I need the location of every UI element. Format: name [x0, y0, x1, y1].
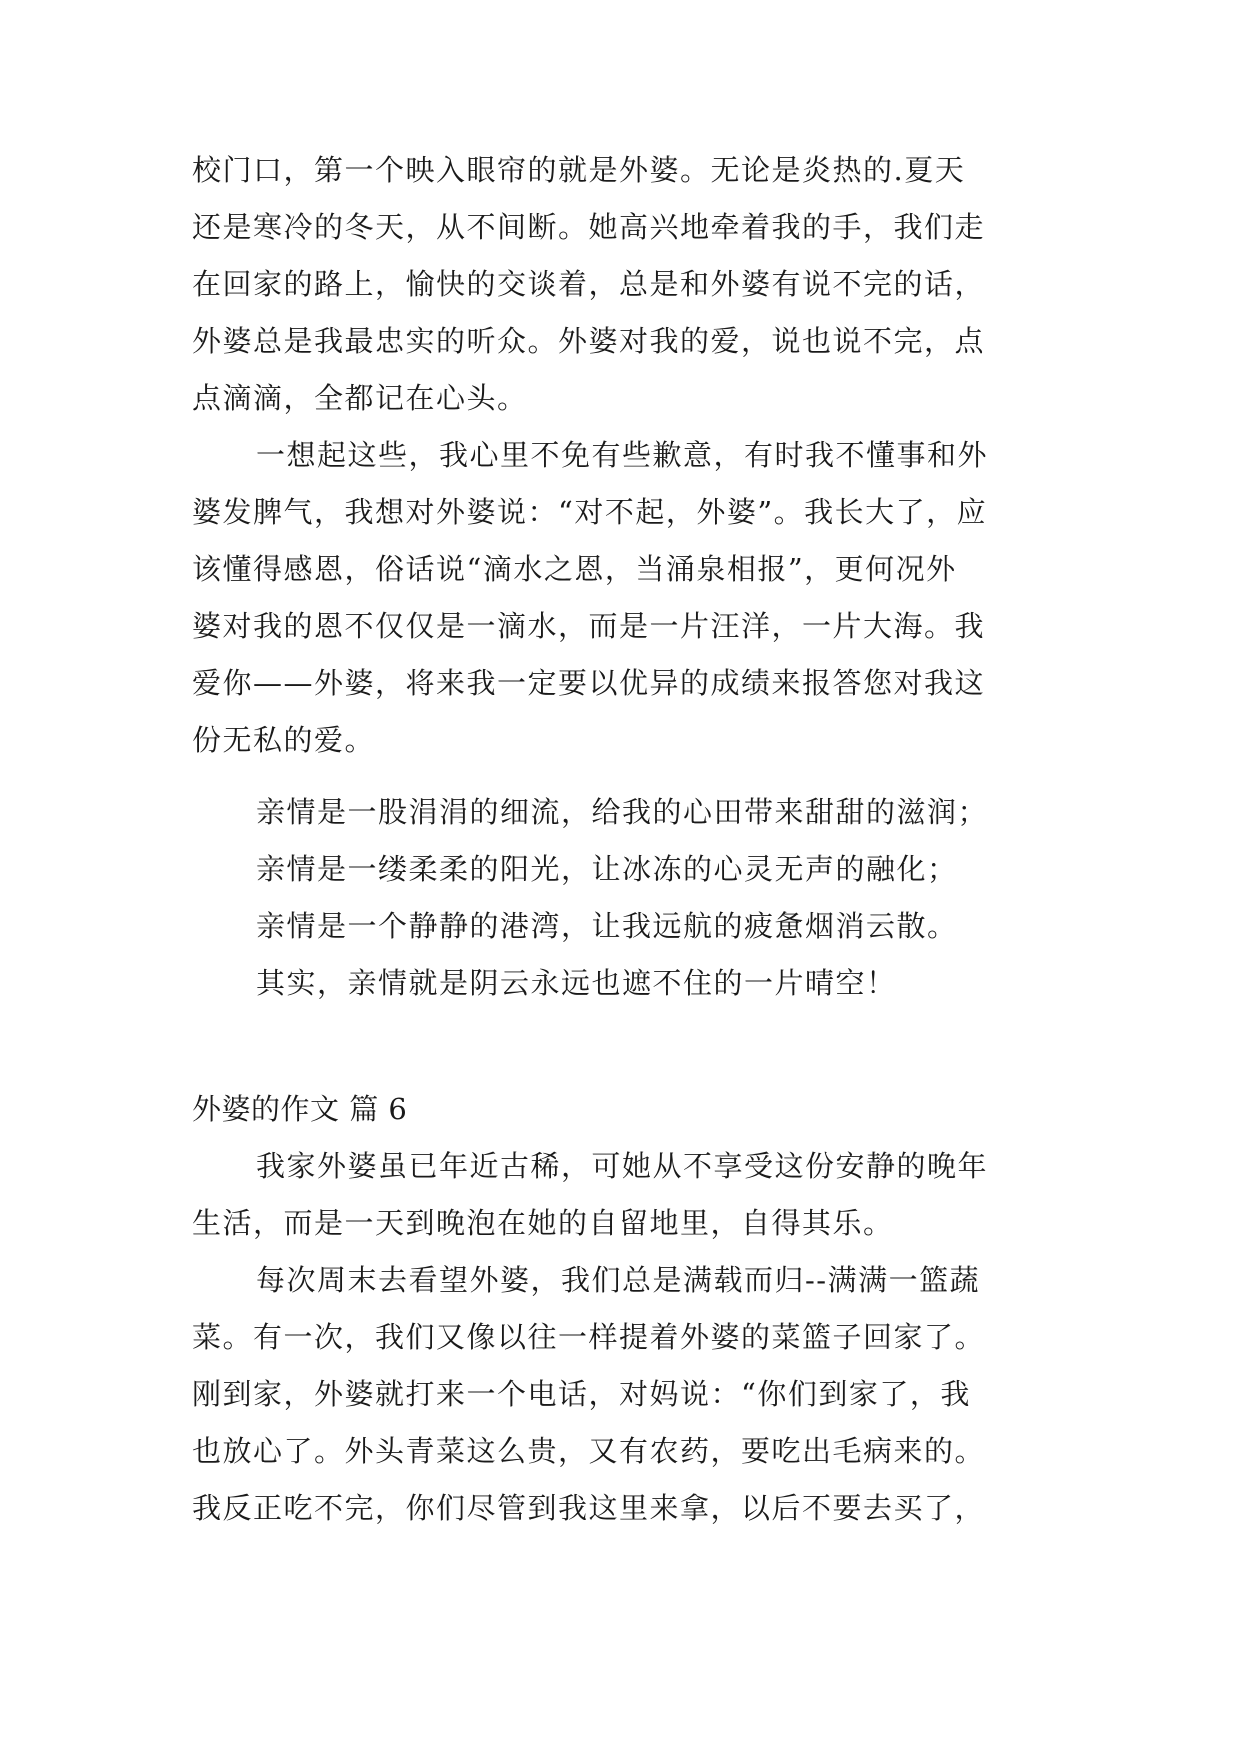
paragraph-line: 生活，而是一天到晚泡在她的自留地里，自得其乐。 [192, 1206, 894, 1240]
paragraph-line: 刚到家，外婆就打来一个电话，对妈说：“你们到家了，我 [192, 1377, 971, 1411]
paragraph-line: 一想起这些，我心里不免有些歉意，有时我不懂事和外 [256, 438, 989, 472]
paragraph-line: 在回家的路上，愉快的交谈着，总是和外婆有说不完的话， [192, 267, 986, 301]
paragraph-line: 菜。有一次，我们又像以往一样提着外婆的菜篮子回家了。 [192, 1320, 986, 1354]
paragraph-line: 爱你——外婆，将来我一定要以优异的成绩来报答您对我这 [192, 666, 986, 700]
paragraph-line: 校门口，第一个映入眼帘的就是外婆。无论是炎热的.夏天 [192, 153, 966, 187]
paragraph-line: 份无私的爱。 [192, 723, 376, 757]
paragraph-line: 外婆总是我最忠实的听众。外婆对我的爱，说也说不完，点 [192, 324, 986, 358]
paragraph-line: 每次周末去看望外婆，我们总是满载而归--满满一篮蔬 [256, 1263, 981, 1297]
paragraph-line: 点滴滴，全都记在心头。 [192, 381, 528, 415]
section-heading: 外婆的作文 篇 6 [192, 1092, 408, 1126]
paragraph-line: 也放心了。外头青菜这么贵，又有农药，要吃出毛病来的。 [192, 1434, 986, 1468]
poem-line: 其实，亲情就是阴云永远也遮不住的一片晴空！ [256, 966, 897, 1000]
poem-line: 亲情是一个静静的港湾，让我远航的疲惫烟消云散。 [256, 909, 958, 943]
poem-line: 亲情是一股涓涓的细流，给我的心田带来甜甜的滋润； [256, 795, 989, 829]
paragraph-line: 还是寒冷的冬天，从不间断。她高兴地牵着我的手，我们走 [192, 210, 986, 244]
paragraph-line: 该懂得感恩，俗话说“滴水之恩，当涌泉相报”，更何况外 [192, 552, 957, 586]
paragraph-line: 婆发脾气，我想对外婆说：“对不起，外婆”。我长大了，应 [192, 495, 988, 529]
paragraph-line: 婆对我的恩不仅仅是一滴水，而是一片汪洋，一片大海。我 [192, 609, 986, 643]
paragraph-line: 我家外婆虽已年近古稀，可她从不享受这份安静的晚年 [256, 1149, 989, 1183]
paragraph-line: 我反正吃不完，你们尽管到我这里来拿，以后不要去买了， [192, 1491, 986, 1525]
poem-line: 亲情是一缕柔柔的阳光，让冰冻的心灵无声的融化； [256, 852, 958, 886]
